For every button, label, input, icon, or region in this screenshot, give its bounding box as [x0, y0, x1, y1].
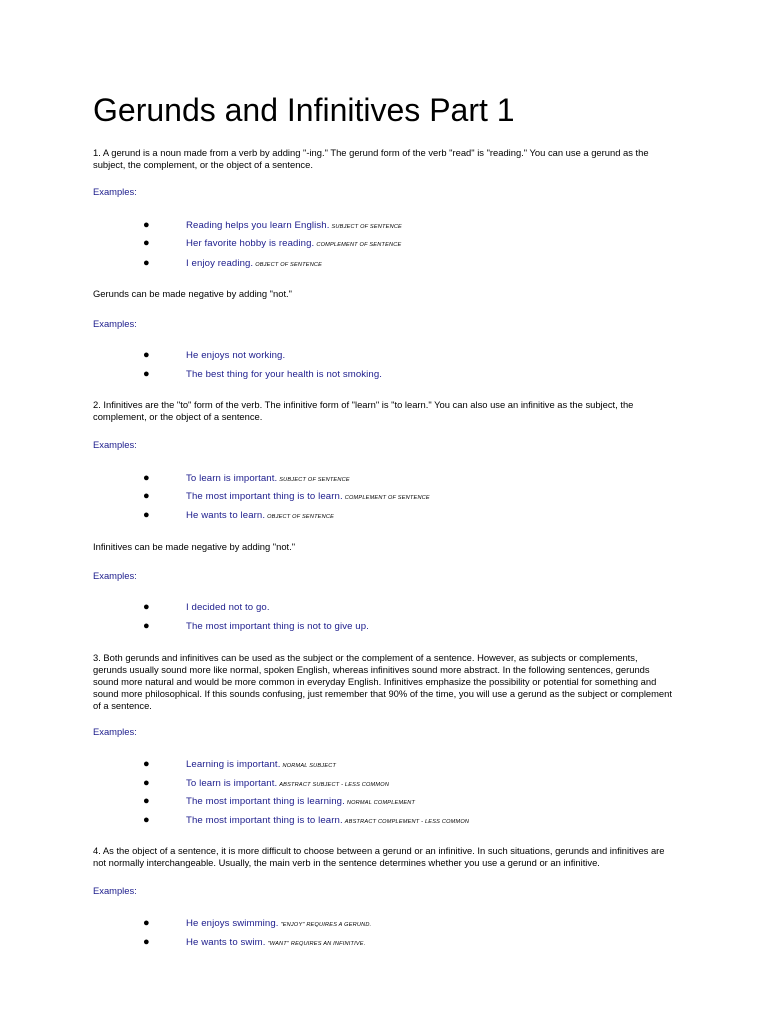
bullet-icon: ● [143, 917, 150, 929]
example-sentence: The most important thing is to learn. COMPLEMENT OF SENTENCE [186, 491, 430, 502]
bullet-icon: ● [143, 777, 150, 789]
example-note: OBJECT OF SENTENCE [255, 262, 323, 268]
paragraph-3: 2. Infinitives are the "to" form of the verb. The infinitive form of "learn" is "to learn." You can also use an infinitive as the subject, the complement, or the object of a sentence. [93, 399, 634, 422]
example-note: ABSTRACT SUBJECT - LESS COMMON [279, 782, 390, 788]
example-note: OBJECT OF SENTENCE [267, 514, 335, 520]
example-note: SUBJECT OF SENTENCE [331, 224, 402, 230]
bullet-icon: ● [143, 490, 150, 502]
example-note: NORMAL COMPLEMENT [346, 800, 416, 806]
bullet-icon: ● [143, 758, 150, 770]
bullet-icon: ● [143, 219, 150, 231]
bullet-icon: ● [143, 936, 150, 948]
example-note: NORMAL SUBJECT [282, 763, 337, 769]
example-note: COMPLEMENT OF SENTENCE [344, 495, 430, 501]
page-title: Gerunds and Infinitives Part 1 [93, 92, 515, 128]
example-sentence: The most important thing is learning. NORMAL COMPLEMENT [186, 796, 416, 807]
bullet-icon: ● [143, 620, 150, 632]
example-note: "ENJOY" REQUIRES A GERUND. [280, 922, 372, 928]
examples-label-4: Examples: [93, 570, 137, 581]
bullet-icon: ● [143, 349, 150, 361]
examples-label-6: Examples: [93, 885, 137, 896]
bullet-icon: ● [143, 601, 150, 613]
example-note: COMPLEMENT OF SENTENCE [316, 242, 402, 248]
bullet-icon: ● [143, 237, 150, 249]
example-sentence: The most important thing is to learn. ABSTRACT COMPLEMENT - LESS COMMON [186, 815, 470, 826]
bullet-icon: ● [143, 814, 150, 826]
examples-label-5: Examples: [93, 726, 137, 737]
bullet-icon: ● [143, 257, 150, 269]
paragraph-6: 4. As the object of a sentence, it is more difficult to choose between a gerund or an infinitive. In such situations, gerunds and infinitives are not normally interchangeable. Usually, the main verb in the sentence determines whether you use a gerund or an infinitive. [93, 845, 665, 868]
bullet-icon: ● [143, 509, 150, 521]
example-note: "WANT" REQUIRES AN INFINITIVE. [267, 941, 366, 947]
paragraph-4: Infinitives can be made negative by adding "not." [93, 541, 296, 552]
example-sentence: To learn is important. SUBJECT OF SENTENCE [186, 473, 350, 484]
example-sentence: Learning is important. NORMAL SUBJECT [186, 759, 337, 770]
bullet-icon: ● [143, 795, 150, 807]
example-sentence: Her favorite hobby is reading. COMPLEMENT OF SENTENCE [186, 238, 402, 249]
example-sentence: He enjoys swimming. "ENJOY" REQUIRES A GERUND. [186, 918, 372, 929]
example-sentence: I decided not to go. [186, 602, 270, 613]
example-sentence: To learn is important. ABSTRACT SUBJECT - LESS COMMON [186, 778, 390, 789]
examples-label-3: Examples: [93, 439, 137, 450]
example-sentence: Reading helps you learn English. SUBJECT OF SENTENCE [186, 220, 402, 231]
paragraph-1: 1. A gerund is a noun made from a verb by adding "-ing." The gerund form of the verb "read" is "reading." You can use a gerund as the subject, the complement, or the object of a sentence. [93, 147, 649, 170]
example-sentence: He wants to swim. "WANT" REQUIRES AN INFINITIVE. [186, 937, 366, 948]
example-note: SUBJECT OF SENTENCE [279, 477, 350, 483]
bullet-icon: ● [143, 472, 150, 484]
example-sentence: He wants to learn. OBJECT OF SENTENCE [186, 510, 335, 521]
examples-label-2: Examples: [93, 318, 137, 329]
example-note: ABSTRACT COMPLEMENT - LESS COMMON [344, 819, 470, 825]
paragraph-5: 3. Both gerunds and infinitives can be used as the subject or the complement of a sentence. However, as subjects or complements, gerunds usually sound more like normal, spoken English, whereas infinitives sound more abstract. In the following sentences, gerunds sound more natural and would be more common in everyday English. Infinitives emphasize the possibility or potential for something and sound more philosophical. If this sounds confusing, just remember that 90% of the time, you will use a gerund as the subject or complement of a sentence. [93, 652, 672, 711]
example-sentence: The best thing for your health is not smoking. [186, 369, 383, 380]
examples-label-1: Examples: [93, 186, 137, 197]
example-sentence: I enjoy reading. OBJECT OF SENTENCE [186, 258, 323, 269]
example-sentence: The most important thing is not to give up. [186, 621, 369, 632]
bullet-icon: ● [143, 368, 150, 380]
paragraph-2: Gerunds can be made negative by adding "not." [93, 288, 292, 299]
example-sentence: He enjoys not working. [186, 350, 286, 361]
